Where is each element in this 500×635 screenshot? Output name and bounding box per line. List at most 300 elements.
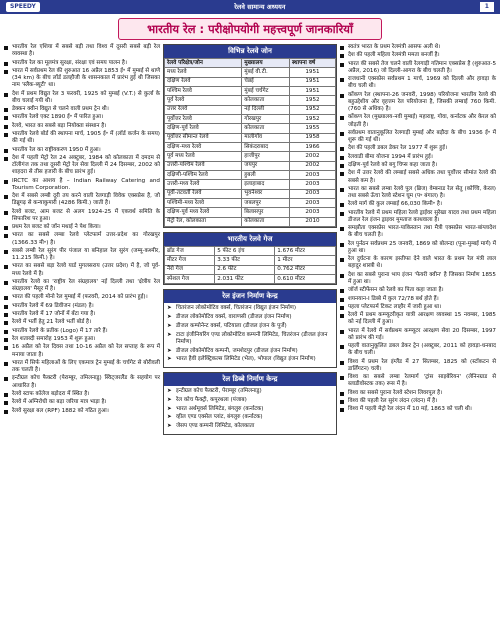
fact-text: विश्व की पहली रेल सुरंग लंदन (लंदन) में है। <box>348 398 438 405</box>
bullet-square-icon <box>4 93 8 97</box>
bullet-square-icon <box>4 313 8 317</box>
bullet-square-icon <box>340 289 344 293</box>
fact-item <box>340 154 496 161</box>
fact-text: भारतीय रेल एशिया में सबसे बड़ी तथा विश्व में दूसरी सबसे बड़ी रेल व्यवस्था है। <box>12 44 160 58</box>
fact-item <box>4 91 160 105</box>
arrow-bullet-icon: ➤ <box>167 423 172 430</box>
fact-text: भारत का सबसे लम्बा रेलवे पुल (ब्रिज) वेम्बनाड रेल सेतु (कोच्चि, केरल) तथा सबसे ऊँचा रेलवे स्टेशन घूम (प॰ बंगाल) है। <box>348 185 496 200</box>
fact-item <box>4 391 160 398</box>
left-column <box>4 44 160 416</box>
bullet-square-icon <box>4 211 8 215</box>
fact-item <box>4 123 160 130</box>
zones-cell: पूर्व मध्य रेलवे <box>165 152 242 161</box>
bullet-square-icon <box>4 180 8 184</box>
fact-item <box>340 287 496 294</box>
table-row <box>165 152 336 161</box>
zones-cell: 1958 <box>289 133 335 142</box>
bullet-square-icon <box>340 400 344 404</box>
fact-item <box>340 359 496 373</box>
fact-item <box>4 147 160 154</box>
bullet-square-icon <box>4 338 8 342</box>
list-item <box>167 414 333 421</box>
fact-item <box>4 68 160 89</box>
page-header <box>0 0 500 14</box>
fact-item <box>340 44 496 51</box>
arrow-bullet-icon: ➤ <box>167 314 172 321</box>
fact-item <box>4 279 160 293</box>
fact-text: रेलवे में भर्ती हेतु 21 रेलवे भर्ती बोर्ड है। <box>12 319 92 326</box>
gauge-cell: 5 फीट 6 इंच <box>215 247 275 256</box>
fact-item <box>340 296 496 303</box>
bullet-square-icon <box>4 401 8 405</box>
list-item-text: जेसप एण्ड कम्पनी लिमिटेड, कोलकाता <box>176 423 255 430</box>
fact-item <box>4 336 160 343</box>
bullet-square-icon <box>4 157 8 161</box>
bullet-square-icon <box>4 305 8 309</box>
fact-item <box>340 186 496 200</box>
arrow-bullet-icon: ➤ <box>167 305 172 312</box>
fact-text: कोंकण रेल (स्थापना-26 जनवरी, 1998) परियोजना भारतीय रेलवे की बहुउद्देशीय और वृहत्तम रेल परियोजना है, जिसकी लम्बाई 760 किमी. (760 से अधिक) है। <box>348 91 496 112</box>
fact-text: रेल दुर्घटना के कारण इस्तीफा देने वाले भारत के प्रथम रेल मंत्री लाल बहादुर शास्त्री थे। <box>348 256 496 270</box>
gauge-cell: ब्रॉड गेज <box>165 247 215 256</box>
bullet-square-icon <box>340 314 344 318</box>
fact-item <box>4 311 160 318</box>
arrow-bullet-icon: ➤ <box>167 331 172 338</box>
bullet-square-icon <box>340 188 344 192</box>
zones-cell: दक्षिणी-पश्चिम रेलवे <box>165 171 242 180</box>
fact-item <box>4 131 160 145</box>
fact-item <box>340 312 496 326</box>
table-row <box>165 217 336 226</box>
fact-text: भारत की सबसे तेज चलने वाली रेलगाड़ी गतिमान एक्सप्रेस है (शुरुआत-5 अप्रैल, 2016) जो दिल्ली-आगरा के बीच चलती है। <box>348 60 496 74</box>
zones-cell: दक्षिण-पूर्व रेलवे <box>165 124 242 133</box>
engine-centres-box <box>163 289 337 368</box>
bullet-square-icon <box>340 156 344 160</box>
arrow-bullet-icon: ➤ <box>167 405 172 412</box>
zones-cell: चेन्नई <box>242 77 290 86</box>
fact-text: भारत का सबसे बड़ा रेलवे यार्ड मुगलसराय (उत्तर प्रदेश) में है, जो पूर्व-मध्य रेलवे में है। <box>12 263 160 277</box>
list-item-text: भारत अर्थमूवर्स लिमिटेड, बंगलुरु (कर्नाटक) <box>176 405 264 412</box>
bullet-square-icon <box>4 330 8 334</box>
fact-item <box>4 44 160 58</box>
fact-text: देश की पहली डबल डेकर रेल 1977 में शुरू हुई। <box>348 145 448 152</box>
bullet-square-icon <box>340 227 344 231</box>
fact-item <box>4 375 160 389</box>
bullet-square-icon <box>340 274 344 278</box>
list-item-text: इन्टीग्रल कोच फैक्टरी, पेराम्बूर (तमिलनाडु) <box>176 388 262 395</box>
bullet-square-icon <box>4 116 8 120</box>
gauge-cell: नैरो गेज <box>165 265 215 274</box>
bullet-square-icon <box>340 116 344 120</box>
fact-text: भारतीय रेलवे का 'राष्ट्रीय रेल संग्रहालय' नई दिल्ली तथा 'क्षेत्रीय रेल संग्रहालय' मैसूर में है। <box>12 278 160 293</box>
zones-col-hq: मुख्यालय <box>242 58 290 67</box>
fact-text: रेलवे बजट, आम बजट से अलग 1924-25 में एकवर्थ समिति के सिफारिश पर हुआ। <box>12 208 160 222</box>
bullet-square-icon <box>4 70 8 74</box>
fact-text: भारत में सर्वप्रथम रेल की शुरुआत 16 अप्रैल 1853 ई॰ में मुम्बई से थाणे (34 km) के बीच लॉर्ड डलहौजी के शासनकाल में प्रारंभ हुई थी जिसका नाम 'स्लैक-ब्यूटी' था। <box>12 67 160 89</box>
list-item <box>167 356 333 363</box>
fact-item <box>4 360 160 374</box>
zones-cell: 2010 <box>289 217 335 226</box>
table-row <box>165 275 336 284</box>
zones-cell: 2003 <box>289 199 335 208</box>
gauge-cell: मीटर गेज <box>165 256 215 265</box>
table-row <box>165 77 336 86</box>
table-row <box>165 115 336 124</box>
fact-text: स्वतंत्र भारत के प्रथम रेलमंत्री आसफ अली थे। <box>348 44 441 50</box>
fact-item <box>4 193 160 207</box>
bullet-square-icon <box>4 321 8 325</box>
fact-item <box>340 114 496 128</box>
table-row <box>165 105 336 114</box>
fact-item <box>4 114 160 121</box>
table-row <box>165 171 336 180</box>
bullet-square-icon <box>4 377 8 381</box>
zones-cell: पश्चिम रेलवे <box>165 86 242 95</box>
list-item-text: डीजल कम्पोनेन्ट वर्क्स, पटियाला (डीजल इंजन के पुर्जे) <box>176 322 287 329</box>
table-row <box>165 189 336 198</box>
fact-text: जॉर्ज स्टीफेंसन को रेलवे का पिता कहा जाता है। <box>348 287 444 294</box>
fact-text: भारतीय रेल का मूलमंत्र सुरक्षा, संरक्षा एवं समय पालन है। <box>12 59 127 66</box>
fact-item <box>4 248 160 262</box>
zones-cell: पूर्वोत्तर रेलवे <box>165 115 242 124</box>
zones-cell: कोलकाता <box>242 96 290 105</box>
fact-text: कोंकण रेल (मुख्यालय-नवी मुम्बई) महाराष्ट्र, गोवा, कर्नाटक और केरल को जोड़ती है। <box>348 114 496 128</box>
zones-table <box>164 58 336 227</box>
zones-cell: भुवनेश्वर <box>242 189 290 198</box>
fact-item <box>340 92 496 113</box>
fact-item <box>340 406 496 413</box>
bullet-square-icon <box>4 265 8 269</box>
right-fact-list <box>340 44 496 414</box>
fact-text: देश में उत्तर रेलवे की लम्बाई सबसे अधिक तथा पूर्वोत्तर सीमांत रेलवे की सबसे कम है। <box>348 170 496 184</box>
zones-cell: जबलपुर <box>242 199 290 208</box>
bullet-square-icon <box>4 234 8 238</box>
bullet-square-icon <box>4 296 8 300</box>
bullet-square-icon <box>4 108 8 112</box>
fact-item <box>4 344 160 358</box>
zones-cell: 1955 <box>289 124 335 133</box>
list-item <box>167 388 333 395</box>
fact-item <box>340 145 496 152</box>
fact-item <box>340 241 496 255</box>
bullet-square-icon <box>4 393 8 397</box>
table-row <box>165 124 336 133</box>
list-item-text: भारत हैवी इलेक्ट्रिकल्स लिमिटेड (भेल), भोपाल (विद्युत इंजन निर्माण) <box>176 356 316 363</box>
gauge-cell: 3.33 फीट <box>215 256 275 265</box>
arrow-bullet-icon: ➤ <box>167 414 172 421</box>
bullet-square-icon <box>340 147 344 151</box>
list-item <box>167 423 333 430</box>
bullet-square-icon <box>4 133 8 137</box>
zones-cell: मालीगाँव <box>242 133 290 142</box>
fact-item <box>340 52 496 59</box>
bullet-square-icon <box>340 164 344 168</box>
fact-item <box>4 408 160 415</box>
fact-text: भारत का सबसे लम्बा रेलवे प्लेटफार्म उत्तर-प्रदेश का गोरखपुर (1366.33 मी॰) है। <box>12 232 160 246</box>
fact-text: रेलवे में अग्निरोधी का बड़ा जरिया मात्र भाड़ा है। <box>12 399 107 406</box>
bullet-square-icon <box>4 46 8 50</box>
table-row <box>165 86 336 95</box>
bullet-square-icon <box>340 330 344 334</box>
fact-text: भारतीय रेलवे में प्रथम महिला रेलवे ड्राईवर सुरेखा यादव तथा प्रथम महिला डीजल रेल इंजन ड्राइवर मुमताज काथवाला है। <box>348 209 496 223</box>
fact-text: भारत की पहली मोनो रेल मुम्बई में (फरवरी, 2014 को प्रारंभ हुई)। <box>12 294 148 301</box>
fact-item <box>340 398 496 405</box>
fact-item <box>340 390 496 397</box>
gauge-cell: 2.6 फीट <box>215 265 275 274</box>
fact-text: भारतीय रेलवे एक्ट 1890 ई॰ में पारित हुआ। <box>12 114 104 121</box>
zones-cell: 1952 <box>289 115 335 124</box>
fact-item <box>4 209 160 223</box>
running-header: रेलवे सामान्य अध्ययन <box>234 2 286 11</box>
fact-text: डेक्कन क्वीन विद्युत से चलने वाली प्रथम ट्रेन थी। <box>12 106 109 112</box>
fact-item <box>340 130 496 144</box>
fact-text: देश में पहली मेट्रो रेल 24 अक्टूबर, 1984 को कोलकाता में दमदम से टॉलीगंज तक तथा दूसरी मेट्रो रेल सेवा दिल्ली में 24 दिसम्बर, 2002 को शाहदरा से तीस हजारी के बीच प्रारंभ हुई। <box>12 154 160 176</box>
bullet-square-icon <box>340 345 344 349</box>
bullet-square-icon <box>4 281 8 285</box>
left-fact-list <box>4 44 160 415</box>
bullet-square-icon <box>340 132 344 136</box>
zones-cell: पूर्वी-तटवर्ती रेलवे <box>165 189 242 198</box>
gauge-cell: 0.762 मीटर <box>275 265 336 274</box>
coach-centres-box <box>163 372 337 435</box>
gauge-table <box>164 246 336 284</box>
fact-text: 16 अप्रैल को रेल दिवस तथा 10-16 अप्रैल को रेल सप्ताह के रूप में मनाया जाता है। <box>12 344 160 358</box>
arrow-bullet-icon: ➤ <box>167 347 172 354</box>
list-item <box>167 332 333 346</box>
list-item-text: चितरंजन लोकोमोटिव वर्क्स, चितरंजन (विद्युत इंजन निर्माण) <box>176 305 297 312</box>
bullet-square-icon <box>340 212 344 216</box>
bullet-square-icon <box>340 408 344 412</box>
zones-col-year: स्थापना वर्ष <box>289 58 335 67</box>
coach-centres-heading: रेल डिब्बे निर्माण केन्द्र <box>164 373 336 386</box>
fact-text: विश्व का सबसे पुराना रेलवे स्टेशन लिवरपूल है। <box>348 389 443 396</box>
zones-cell: हुबली <box>242 171 290 180</box>
zones-cell: 2002 <box>289 161 335 170</box>
zones-cell: पूर्व रेलवे <box>165 96 242 105</box>
fact-text: देश में प्रथम विद्युत रेल 3 फरवरी, 1925 को मुम्बई (V.T.) से कुर्ला के बीच चलाई गयी थी। <box>12 90 160 104</box>
gauge-box <box>163 232 337 285</box>
bullet-square-icon <box>340 172 344 176</box>
fact-text: रेलवे मार्ग की कुल लम्बाई 66,030 किमी॰ है। <box>348 201 442 208</box>
arrow-bullet-icon: ➤ <box>167 396 172 403</box>
zones-cell: 1952 <box>289 96 335 105</box>
bullet-square-icon <box>340 63 344 67</box>
zones-cell: पूर्वोत्तर सीमान्त रेलवे <box>165 133 242 142</box>
bullet-square-icon <box>340 243 344 247</box>
fact-item <box>4 319 160 326</box>
gauge-heading: भारतीय रेलवे गेज <box>164 233 336 246</box>
zones-cell: गोरखपुर <box>242 115 290 124</box>
fact-text: रेल पुर्नठन सर्वप्रथम 25 जनवरी, 1869 को बोलन्दा (पूना-मुम्बई मार्ग) में हुआ था। <box>348 240 496 254</box>
fact-text: रेलवे स्टाफ कॉलेज बड़ोदरा में स्थित है। <box>12 390 90 397</box>
fact-item <box>340 162 496 169</box>
zones-cell: नई दिल्ली <box>242 105 290 114</box>
zones-cell: हाजीपुर <box>242 152 290 161</box>
list-item-text: डीजल लोकोमोटिव कम्पनी, जमशेदपुर (डीजल इंजन निर्माण) <box>176 347 298 354</box>
zones-cell: उत्तरी-मध्य रेलवे <box>165 180 242 189</box>
table-row <box>165 161 336 170</box>
fact-item <box>340 304 496 311</box>
bullet-square-icon <box>4 250 8 254</box>
bullet-square-icon <box>4 125 8 129</box>
list-item-text: व्हील एण्ड एक्सेल प्लांट, बंगलुरु (कर्नाटक) <box>176 414 263 421</box>
bullet-square-icon <box>4 62 8 66</box>
fact-text: रेलवे सुरक्षा बल (RPF) 1882 को गठित हुआ। <box>12 407 109 414</box>
list-item <box>167 314 333 321</box>
zones-cell: 2003 <box>289 171 335 180</box>
zones-cell: जयपुर <box>242 161 290 170</box>
bullet-square-icon <box>340 78 344 82</box>
fact-text: राजधानी एक्सप्रेस सर्वप्रथम 1 मार्च, 1969 को दिल्ली और हावड़ा के बीच चली थी। <box>348 76 496 90</box>
fact-item <box>4 232 160 246</box>
zones-box <box>163 44 337 228</box>
fact-item <box>340 328 496 342</box>
zones-cell: दक्षिण-मध्य रेलवे <box>165 143 242 152</box>
fact-text: देश का सबसे पुराना भाप इंजन 'फेयरी क्वीन' है जिसका निर्माण 1855 में हुआ था। <box>348 271 496 285</box>
zones-cell: कोलकाता <box>242 124 290 133</box>
zones-cell: मेट्रो रेल, कोलकाता <box>165 217 242 226</box>
bullet-square-icon <box>340 46 344 50</box>
bullet-square-icon <box>4 195 8 199</box>
fact-text: रेलवे में प्रथम कम्प्यूटरीकृत यात्री आरक्षण व्यवस्था 15 नवम्बर, 1985 को नई दिल्ली में हुआ। <box>348 312 496 326</box>
list-item <box>167 348 333 355</box>
table-row <box>165 265 336 274</box>
fact-text: भारत में सिर्फ महिलाओं के लिए एकमात्र ट्रेन मुम्बई के चर्चगेट से बोरीवली तक चलती है। <box>12 359 160 374</box>
gauge-cell: 1.676 मीटर <box>275 247 336 256</box>
bullet-square-icon <box>340 361 344 365</box>
fact-text: भारतीय रेलवे में 69 डिवीजन (मंडल) है। <box>12 302 94 309</box>
fact-text: भारतीय रेलवे बोर्ड की स्थापना मार्च, 1905 ई॰ में (लॉर्ड कर्जन के समय) की गई थी। <box>12 131 160 145</box>
fact-item <box>340 374 496 388</box>
fact-item <box>340 170 496 184</box>
bullet-square-icon <box>340 94 344 98</box>
zones-cell: उत्तर रेलवे <box>165 105 242 114</box>
zones-cell: 1951 <box>289 86 335 95</box>
table-row <box>165 68 336 77</box>
zones-cell: 2002 <box>289 152 335 161</box>
engine-centres-list <box>164 303 336 367</box>
fact-item <box>4 399 160 406</box>
right-column <box>340 44 496 415</box>
fact-text: विश्व में पहली मेट्रो रेल लंदन में 10 मई, 1863 को चली थी। <box>348 406 472 413</box>
fact-text: विश्व का सबसे लम्बा रेलमार्ग 'ट्रांस साइबेरियन' (लेनिनग्राड से ब्लाडीवोस्टक तक) रूस में है। <box>348 374 496 388</box>
zones-cell: कोलकाता <box>242 217 290 226</box>
zones-cell: 1951 <box>289 68 335 77</box>
bullet-square-icon <box>4 226 8 230</box>
page-title: भारतीय रेल : परीक्षोपयोगी महत्त्वपूर्ण जानकारियाँ <box>118 18 382 40</box>
fact-item <box>4 263 160 277</box>
bullet-square-icon <box>4 362 8 366</box>
bullet-square-icon <box>4 346 8 350</box>
zones-cell: मुंबई चर्चगेट <box>242 86 290 95</box>
zones-cell: 2003 <box>289 180 335 189</box>
list-item <box>167 397 333 404</box>
list-item <box>167 323 333 330</box>
fact-text: पहला प्लेटफार्म टिकट लाहौर में जारी हुआ था। <box>348 303 442 310</box>
fact-text: भारत में रेलवे में सर्वप्रथम कम्प्यूटर आरक्षण सेवा 20 दिसम्बर, 1997 को प्रारंभ की गई। <box>348 327 496 341</box>
gauge-cell: 1 मीटर <box>275 256 336 265</box>
fact-text: समझौता एक्सप्रेस भारत-पाकिस्तान तथा मैत्री एक्सप्रेस भारत-बांग्लादेश के बीच चलती है। <box>348 225 496 239</box>
zones-cell: बिलासपुर <box>242 208 290 217</box>
bullet-square-icon <box>4 149 8 153</box>
fact-text: प्रथम रेल बजट को जॉन मथाई ने पेश किया। <box>12 224 101 231</box>
gauge-cell: 2.031 फीट <box>215 275 275 284</box>
list-item-text: डीजल लोकोमोटिव वर्क्स, वाराणसी (डीजल इंजन निर्माण) <box>176 314 292 321</box>
fact-text: IRCTC का आशय है – Indian Railway Catering and Tourism Corporation. <box>12 177 160 191</box>
bullet-square-icon <box>340 298 344 302</box>
table-row <box>165 180 336 189</box>
fact-item <box>4 303 160 310</box>
list-item <box>167 406 333 413</box>
arrow-bullet-icon: ➤ <box>167 322 172 329</box>
fact-item <box>340 201 496 208</box>
bullet-square-icon <box>340 392 344 396</box>
bullet-square-icon <box>340 376 344 380</box>
fact-item <box>340 256 496 270</box>
middle-column <box>163 44 337 439</box>
fact-item <box>4 178 160 192</box>
fact-item <box>340 225 496 239</box>
fact-text: इन्टीग्रल कोच फैक्टरी (पेराम्बूर, तमिलनाडु) स्विट्जरलैंड के सहयोग पर आधारित है। <box>12 375 160 389</box>
arrow-bullet-icon: ➤ <box>167 356 172 363</box>
fact-text: विश्व में प्रथम रेल इंग्लैंड में 27 सितम्बर, 1825 को (स्टॉकटन से डार्लिंगटन) चली। <box>348 358 496 372</box>
zones-cell: 1952 <box>289 105 335 114</box>
page-number: 1 <box>480 2 494 12</box>
fact-item <box>4 224 160 231</box>
zones-heading: विभिन्न रेलवे जोन <box>164 45 336 58</box>
coach-centres-list <box>164 386 336 434</box>
table-row <box>165 256 336 265</box>
fact-text: दक्षिण-पूर्व रेलवे को बगु चिप्स कहा जाता है। <box>348 162 438 169</box>
fact-text: रेलवे, भारत का सबसे बड़ा नियोक्ता संस्थान है। <box>12 122 107 129</box>
fact-item <box>340 343 496 357</box>
brand-logo: SPEEDY <box>6 2 40 12</box>
zones-cell: 2003 <box>289 189 335 198</box>
fact-item <box>4 60 160 67</box>
fact-item <box>340 76 496 90</box>
table-row <box>165 247 336 256</box>
zones-cell: मध्य रेलवे <box>165 68 242 77</box>
zones-cell: 1951 <box>289 77 335 86</box>
fact-text: रेलवाडी बीमा योजना 1994 में प्रारंभ हुई। <box>348 153 433 160</box>
fact-text: पहली वातानुकूलित डबल डेकर ट्रेन (अक्टूबर, 2011 को हावड़ा-धनबाद के बीच चली। <box>348 343 496 357</box>
list-item <box>167 305 333 312</box>
gauge-cell: स्पेशल गेज <box>165 275 215 284</box>
fact-text: भारतीय रेल का राष्ट्रीयकरण 1950 में हुआ। <box>12 146 101 153</box>
table-row <box>165 199 336 208</box>
zones-cell: 1966 <box>289 143 335 152</box>
zones-cell: सिकंदराबाद <box>242 143 290 152</box>
table-row <box>165 143 336 152</box>
fact-text: रेल शताब्दी समारोह 1953 में शुरू हुआ। <box>12 336 96 343</box>
table-row <box>165 96 336 105</box>
zones-col-zone: रेलवे परिक्षेत्र/जोन <box>165 58 242 67</box>
fact-text: भारतीय रेलवे में 17 जोनों में बँटा गया है। <box>12 311 96 318</box>
fact-item <box>4 106 160 113</box>
bullet-square-icon <box>4 410 8 414</box>
fact-item <box>4 294 160 301</box>
table-row <box>165 133 336 142</box>
zones-cell: इलाहाबाद <box>242 180 290 189</box>
fact-text: सबसे लम्बी रेल सुरंग पीर पंजाल या बनिहाल रेल सुरंग (जम्मू-कश्मीर, 11.215 किमी.) है। <box>12 247 160 262</box>
fact-item <box>340 272 496 286</box>
arrow-bullet-icon: ➤ <box>167 388 172 395</box>
fact-item <box>340 61 496 75</box>
fact-text: देश में सबसे लम्बी दूरी तय करने वाली रेलगाड़ी विवेक एक्सप्रेस है, जो डिब्रूगढ़ से कन्याकुमारी (4286 किमी.) जाती है। <box>12 193 160 207</box>
gauge-cell: 0.610 मीटर <box>275 275 336 284</box>
fact-text: देश की पहली महिला रेलमंत्री ममता बनर्जी है। <box>348 52 440 59</box>
fact-text: सर्वप्रथम वातानुकूलित रेलगाड़ी मुम्बई और बड़ौदा के बीच 1936 ई॰ में शुरू की गई थी। <box>348 129 496 143</box>
